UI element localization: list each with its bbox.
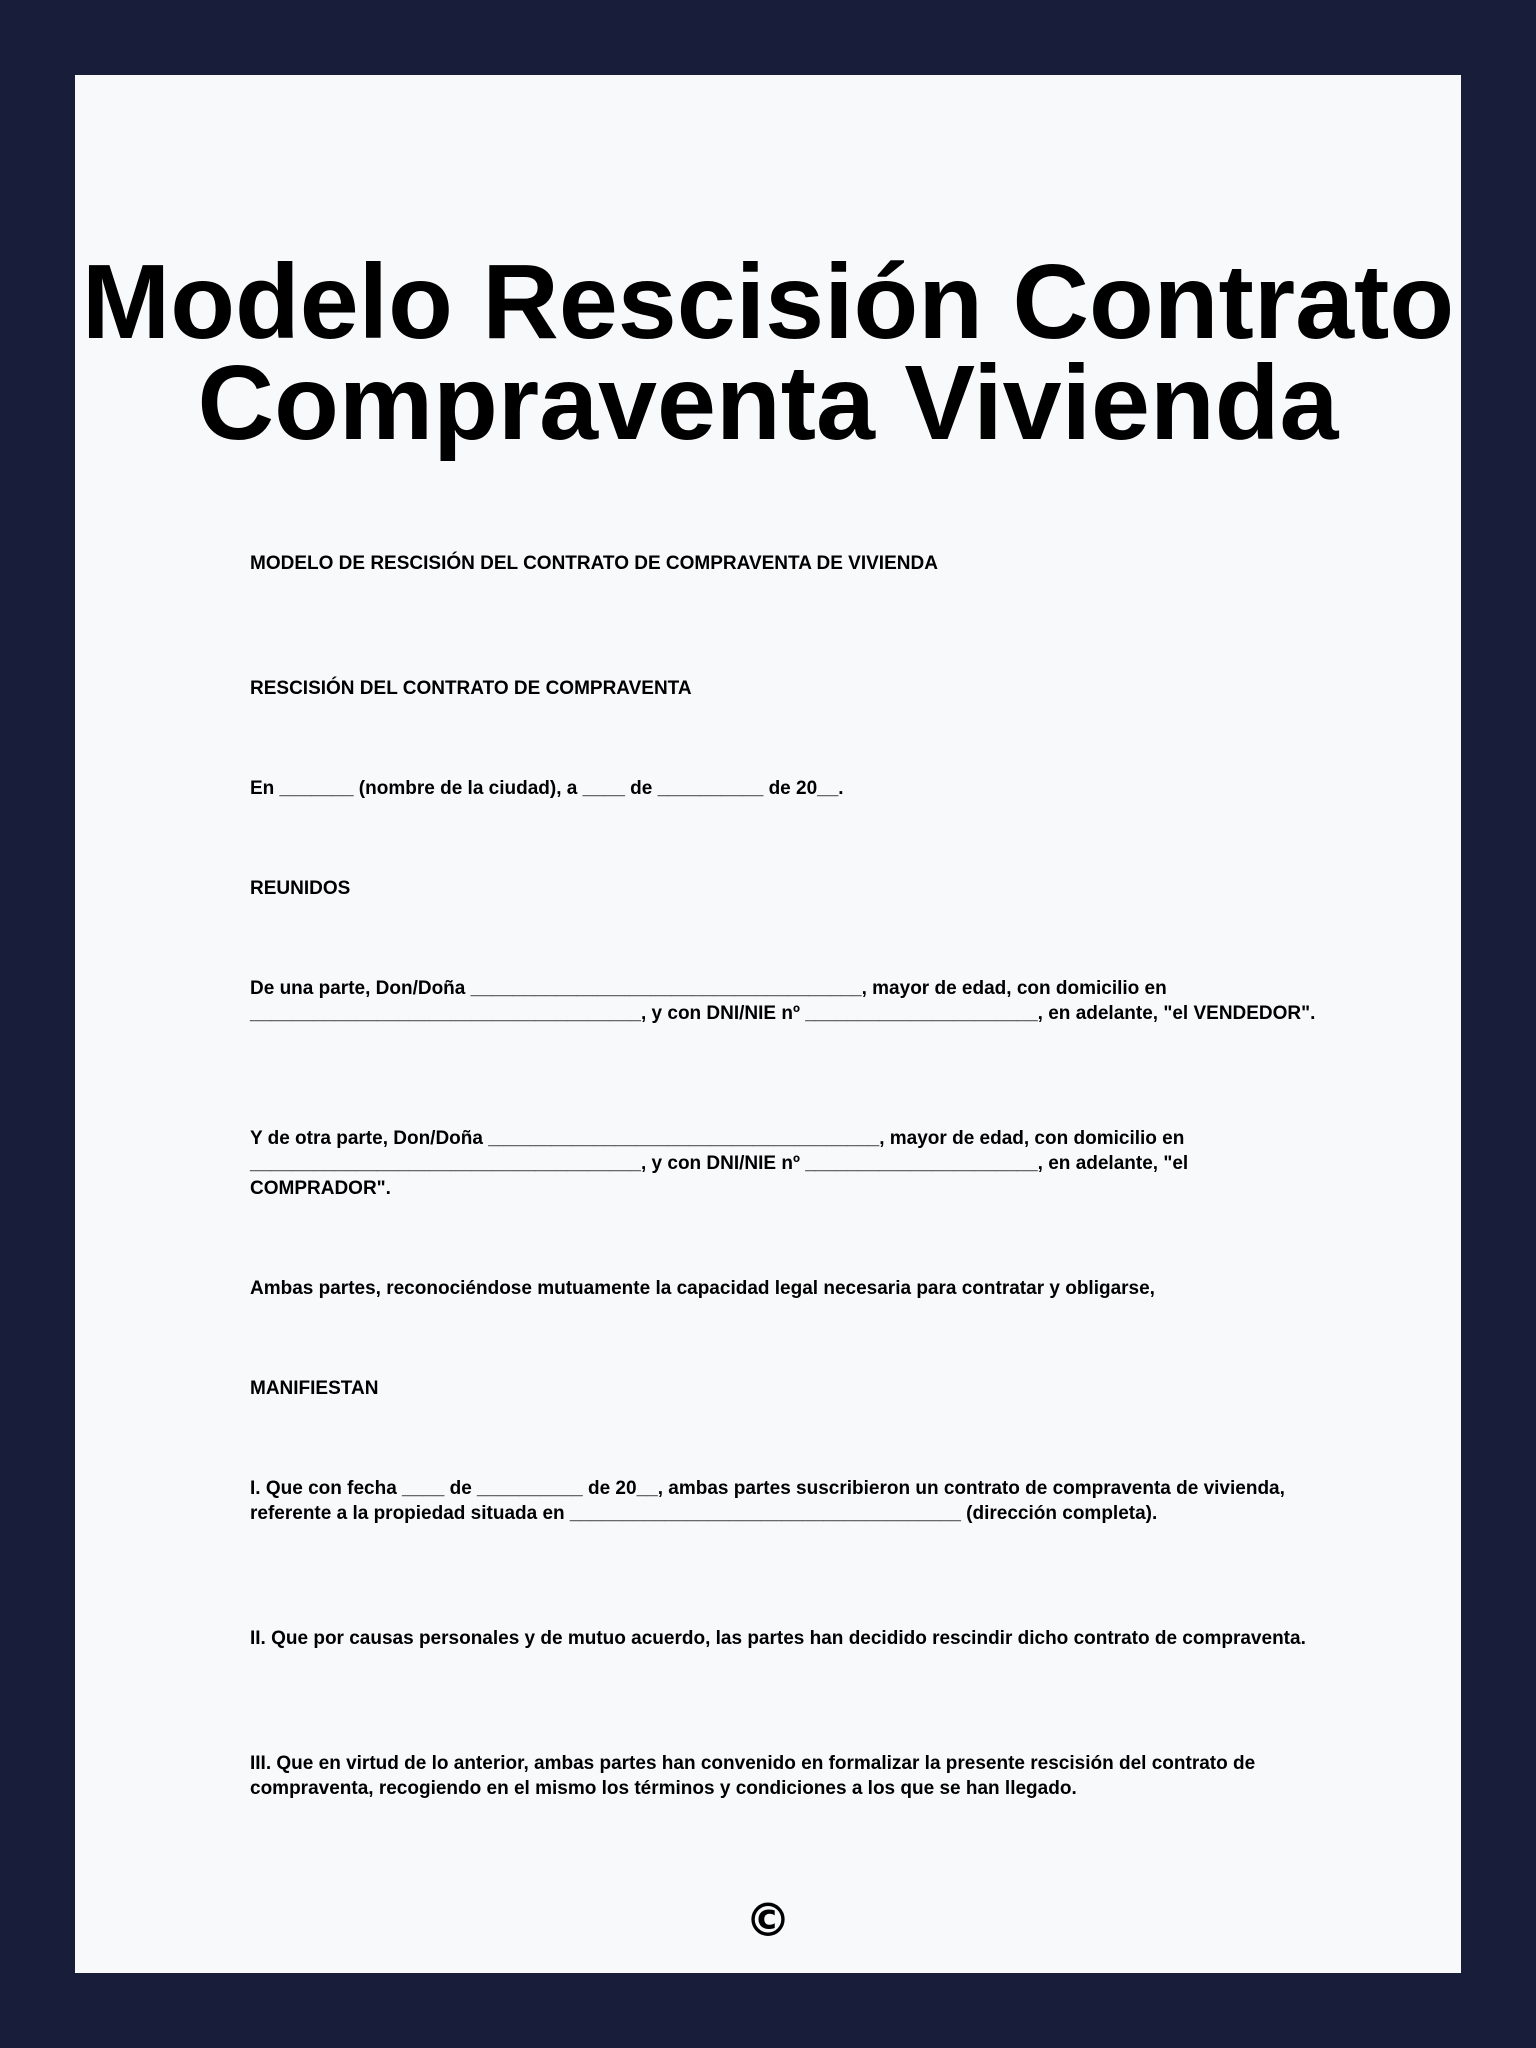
document-page <box>75 75 1461 1973</box>
buyer-paragraph: Y de otra parte, Don/Doña _____________________________________, mayor de edad, con domicilio en _____________________________________, y con DNI/NIE nº ______________________, en adelante, "el COMPRADOR". <box>250 1128 1189 1199</box>
document-title <box>75 243 1461 462</box>
clause-ii-paragraph: II. Que por causas personales y de mutuo acuerdo, las partes han decidido rescindir dicho contrato de compraventa. <box>250 1628 1306 1649</box>
capacity-paragraph: Ambas partes, reconociéndose mutuamente la capacidad legal necesaria para contratar y obligarse, <box>250 1278 1155 1299</box>
clause-i-paragraph: I. Que con fecha ____ de __________ de 20__, ambas partes suscribieron un contrato de compraventa de vivienda, referente a la propiedad situada en _____________________________________ (dirección completa). <box>250 1478 1285 1524</box>
title-line-2: Compraventa Vivienda <box>197 344 1339 462</box>
place-date-line: En _______ (nombre de la ciudad), a ____ de __________ de 20__. <box>250 778 844 799</box>
copyright-icon: © <box>745 1893 791 1947</box>
section-heading-manifiestan: MANIFIESTAN <box>250 1378 379 1399</box>
section-heading-rescision: RESCISIÓN DEL CONTRATO DE COMPRAVENTA <box>250 678 692 699</box>
clause-iii-paragraph: III. Que en virtud de lo anterior, ambas partes han convenido en formalizar la presente rescisión del contrato de compraventa, recogiendo en el mismo los términos y condiciones a los que se han llegado. <box>250 1753 1256 1799</box>
section-heading-reunidos: REUNIDOS <box>250 878 351 899</box>
document-heading: MODELO DE RESCISIÓN DEL CONTRATO DE COMPRAVENTA DE VIVIENDA <box>250 553 938 574</box>
title-line-1: Modelo Rescisión Contrato <box>81 243 1455 361</box>
seller-paragraph: De una parte, Don/Doña _____________________________________, mayor de edad, con domicilio en _____________________________________, y con DNI/NIE nº ______________________, en adelante, "el VENDEDOR". <box>250 978 1316 1024</box>
